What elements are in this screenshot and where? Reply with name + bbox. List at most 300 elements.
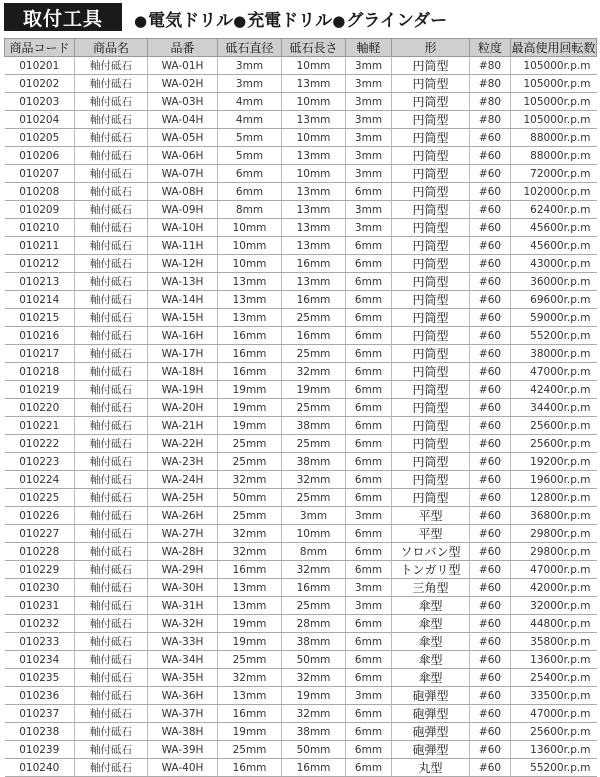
cell-wheel-diameter: 13mm: [218, 687, 282, 705]
cell-max-rpm: 69600r.p.m: [511, 291, 597, 309]
cell-max-rpm: 105000r.p.m: [511, 93, 597, 111]
feature-cordless-drill: 充電ドリル: [247, 11, 333, 31]
cell-wheel-length: 16mm: [282, 579, 346, 597]
cell-wheel-diameter: 16mm: [218, 705, 282, 723]
cell-shaft: 3mm: [346, 687, 392, 705]
cell-shape: 円筒型: [392, 489, 470, 507]
cell-product-name: 軸付砥石: [75, 417, 148, 435]
table-header-row: [5, 39, 597, 57]
cell-product-name: 軸付砥石: [75, 255, 148, 273]
cell-shape: 平型: [392, 507, 470, 525]
cell-product-code: 010226: [5, 507, 75, 525]
cell-max-rpm: 105000r.p.m: [511, 111, 597, 129]
cell-wheel-diameter: 25mm: [218, 651, 282, 669]
cell-grit: #60: [470, 633, 511, 651]
cell-max-rpm: 45600r.p.m: [511, 237, 597, 255]
cell-part-number: WA-22H: [148, 435, 218, 453]
cell-product-name: 軸付砥石: [75, 381, 148, 399]
cell-product-code: 010221: [5, 417, 75, 435]
cell-wheel-diameter: 25mm: [218, 507, 282, 525]
cell-part-number: WA-14H: [148, 291, 218, 309]
cell-product-code: 010236: [5, 687, 75, 705]
cell-product-name: 軸付砥石: [75, 57, 148, 75]
cell-product-code: 010235: [5, 669, 75, 687]
cell-wheel-length: 38mm: [282, 633, 346, 651]
cell-wheel-diameter: 16mm: [218, 759, 282, 777]
cell-wheel-diameter: 25mm: [218, 453, 282, 471]
cell-shape: 円筒型: [392, 237, 470, 255]
cell-shape: 円筒型: [392, 309, 470, 327]
cell-part-number: WA-04H: [148, 111, 218, 129]
cell-shape: 円筒型: [392, 219, 470, 237]
cell-product-code: 010209: [5, 201, 75, 219]
table-row: [5, 651, 597, 669]
cell-product-code: 010220: [5, 399, 75, 417]
cell-grit: #80: [470, 93, 511, 111]
cell-shape: 円筒型: [392, 453, 470, 471]
table-row: [5, 165, 597, 183]
cell-part-number: WA-37H: [148, 705, 218, 723]
cell-product-code: 010232: [5, 615, 75, 633]
cell-grit: #60: [470, 399, 511, 417]
cell-grit: #60: [470, 309, 511, 327]
cell-wheel-diameter: 19mm: [218, 615, 282, 633]
cell-shape: トンガリ型: [392, 561, 470, 579]
cell-shaft: 6mm: [346, 237, 392, 255]
cell-product-name: 軸付砥石: [75, 219, 148, 237]
cell-wheel-diameter: 25mm: [218, 435, 282, 453]
compatible-tools: [134, 6, 447, 31]
cell-wheel-length: 32mm: [282, 669, 346, 687]
cell-product-code: 010240: [5, 759, 75, 777]
cell-wheel-length: 38mm: [282, 417, 346, 435]
cell-shape: 円筒型: [392, 273, 470, 291]
bullet-icon: ●: [233, 12, 247, 30]
cell-part-number: WA-38H: [148, 723, 218, 741]
cell-wheel-diameter: 8mm: [218, 201, 282, 219]
cell-part-number: WA-39H: [148, 741, 218, 759]
cell-wheel-diameter: 50mm: [218, 489, 282, 507]
cell-part-number: WA-09H: [148, 201, 218, 219]
feature-grinder: グラインダー: [346, 11, 448, 31]
cell-shaft: 3mm: [346, 129, 392, 147]
cell-product-code: 010228: [5, 543, 75, 561]
cell-shaft: 6mm: [346, 417, 392, 435]
cell-part-number: WA-25H: [148, 489, 218, 507]
cell-shape: 丸型: [392, 759, 470, 777]
cell-max-rpm: 62400r.p.m: [511, 201, 597, 219]
table-row: [5, 201, 597, 219]
cell-wheel-diameter: 19mm: [218, 417, 282, 435]
cell-grit: #60: [470, 417, 511, 435]
cell-product-name: 軸付砥石: [75, 183, 148, 201]
col-part-number: 品番: [148, 39, 218, 57]
cell-wheel-diameter: 13mm: [218, 273, 282, 291]
table-row: [5, 75, 597, 93]
cell-product-name: 軸付砥石: [75, 165, 148, 183]
cell-part-number: WA-18H: [148, 363, 218, 381]
cell-wheel-diameter: 13mm: [218, 579, 282, 597]
cell-product-name: 軸付砥石: [75, 525, 148, 543]
cell-wheel-length: 32mm: [282, 705, 346, 723]
cell-grit: #60: [470, 237, 511, 255]
cell-wheel-length: 13mm: [282, 147, 346, 165]
cell-grit: #60: [470, 345, 511, 363]
cell-wheel-length: 32mm: [282, 471, 346, 489]
cell-product-code: 010212: [5, 255, 75, 273]
cell-part-number: WA-36H: [148, 687, 218, 705]
cell-grit: #60: [470, 183, 511, 201]
cell-part-number: WA-35H: [148, 669, 218, 687]
cell-max-rpm: 102000r.p.m: [511, 183, 597, 201]
cell-grit: #60: [470, 471, 511, 489]
cell-max-rpm: 29800r.p.m: [511, 543, 597, 561]
cell-wheel-diameter: 13mm: [218, 309, 282, 327]
cell-grit: #80: [470, 57, 511, 75]
cell-product-code: 010219: [5, 381, 75, 399]
cell-grit: #60: [470, 579, 511, 597]
cell-product-code: 010203: [5, 93, 75, 111]
cell-shape: 傘型: [392, 669, 470, 687]
cell-product-code: 010233: [5, 633, 75, 651]
cell-max-rpm: 25400r.p.m: [511, 669, 597, 687]
section-badge: 取付工具: [4, 3, 122, 31]
cell-product-name: 軸付砥石: [75, 129, 148, 147]
cell-shape: 円筒型: [392, 147, 470, 165]
cell-shape: 傘型: [392, 651, 470, 669]
cell-shaft: 3mm: [346, 57, 392, 75]
cell-grit: #60: [470, 255, 511, 273]
col-product-code: 商品コード: [5, 39, 75, 57]
cell-max-rpm: 43000r.p.m: [511, 255, 597, 273]
cell-product-code: 010229: [5, 561, 75, 579]
cell-grit: #60: [470, 201, 511, 219]
cell-part-number: WA-05H: [148, 129, 218, 147]
table-row: [5, 345, 597, 363]
cell-part-number: WA-31H: [148, 597, 218, 615]
cell-part-number: WA-34H: [148, 651, 218, 669]
header: [0, 0, 600, 36]
cell-product-name: 軸付砥石: [75, 237, 148, 255]
table-row: [5, 615, 597, 633]
table-row: [5, 381, 597, 399]
cell-part-number: WA-27H: [148, 525, 218, 543]
cell-product-code: 010202: [5, 75, 75, 93]
cell-wheel-length: 16mm: [282, 291, 346, 309]
table-row: [5, 237, 597, 255]
cell-wheel-length: 38mm: [282, 723, 346, 741]
cell-shape: 円筒型: [392, 435, 470, 453]
cell-shaft: 6mm: [346, 543, 392, 561]
cell-shape: 円筒型: [392, 471, 470, 489]
cell-wheel-diameter: 13mm: [218, 291, 282, 309]
cell-product-name: 軸付砥石: [75, 633, 148, 651]
table-row: [5, 147, 597, 165]
cell-wheel-diameter: 13mm: [218, 597, 282, 615]
table-row: [5, 507, 597, 525]
cell-wheel-diameter: 19mm: [218, 399, 282, 417]
cell-max-rpm: 32000r.p.m: [511, 597, 597, 615]
cell-part-number: WA-17H: [148, 345, 218, 363]
cell-wheel-diameter: 10mm: [218, 255, 282, 273]
cell-product-name: 軸付砥石: [75, 561, 148, 579]
table-row: [5, 183, 597, 201]
cell-shape: 三角型: [392, 579, 470, 597]
cell-max-rpm: 38000r.p.m: [511, 345, 597, 363]
cell-product-name: 軸付砥石: [75, 111, 148, 129]
cell-shaft: 6mm: [346, 345, 392, 363]
cell-shape: 円筒型: [392, 57, 470, 75]
cell-shaft: 6mm: [346, 723, 392, 741]
cell-wheel-length: 13mm: [282, 237, 346, 255]
cell-product-name: 軸付砥石: [75, 687, 148, 705]
cell-product-name: 軸付砥石: [75, 507, 148, 525]
cell-product-code: 010218: [5, 363, 75, 381]
cell-grit: #60: [470, 453, 511, 471]
cell-grit: #60: [470, 507, 511, 525]
cell-product-code: 010234: [5, 651, 75, 669]
cell-grit: #60: [470, 561, 511, 579]
cell-product-name: 軸付砥石: [75, 489, 148, 507]
cell-product-code: 010201: [5, 57, 75, 75]
cell-product-code: 010237: [5, 705, 75, 723]
cell-wheel-length: 10mm: [282, 525, 346, 543]
cell-wheel-diameter: 32mm: [218, 471, 282, 489]
cell-shape: ソロバン型: [392, 543, 470, 561]
cell-part-number: WA-32H: [148, 615, 218, 633]
col-max-rpm: 最高使用回転数: [511, 39, 597, 57]
cell-wheel-length: 13mm: [282, 111, 346, 129]
cell-shaft: 6mm: [346, 633, 392, 651]
cell-grit: #60: [470, 651, 511, 669]
table-body: [5, 57, 597, 777]
cell-shaft: 6mm: [346, 399, 392, 417]
cell-part-number: WA-03H: [148, 93, 218, 111]
cell-product-name: 軸付砥石: [75, 363, 148, 381]
cell-part-number: WA-30H: [148, 579, 218, 597]
cell-wheel-length: 25mm: [282, 345, 346, 363]
cell-shape: 円筒型: [392, 129, 470, 147]
cell-max-rpm: 19200r.p.m: [511, 453, 597, 471]
cell-product-code: 010225: [5, 489, 75, 507]
cell-wheel-length: 10mm: [282, 57, 346, 75]
cell-shaft: 3mm: [346, 597, 392, 615]
cell-grit: #80: [470, 111, 511, 129]
cell-grit: #60: [470, 723, 511, 741]
table-row: [5, 111, 597, 129]
cell-wheel-length: 13mm: [282, 183, 346, 201]
cell-part-number: WA-11H: [148, 237, 218, 255]
cell-shaft: 6mm: [346, 435, 392, 453]
cell-shape: 砲弾型: [392, 687, 470, 705]
cell-shaft: 6mm: [346, 309, 392, 327]
cell-grit: #60: [470, 219, 511, 237]
cell-max-rpm: 25600r.p.m: [511, 435, 597, 453]
cell-wheel-length: 50mm: [282, 741, 346, 759]
cell-wheel-diameter: 19mm: [218, 723, 282, 741]
cell-product-name: 軸付砥石: [75, 651, 148, 669]
cell-part-number: WA-40H: [148, 759, 218, 777]
cell-wheel-diameter: 32mm: [218, 543, 282, 561]
cell-product-name: 軸付砥石: [75, 93, 148, 111]
cell-max-rpm: 59000r.p.m: [511, 309, 597, 327]
cell-part-number: WA-15H: [148, 309, 218, 327]
cell-grit: #60: [470, 705, 511, 723]
cell-wheel-length: 38mm: [282, 453, 346, 471]
cell-product-code: 010206: [5, 147, 75, 165]
cell-wheel-length: 25mm: [282, 399, 346, 417]
table-row: [5, 363, 597, 381]
cell-wheel-length: 8mm: [282, 543, 346, 561]
cell-shaft: 6mm: [346, 741, 392, 759]
cell-product-name: 軸付砥石: [75, 453, 148, 471]
cell-grit: #60: [470, 327, 511, 345]
cell-shaft: 6mm: [346, 705, 392, 723]
cell-shaft: 6mm: [346, 525, 392, 543]
cell-part-number: WA-16H: [148, 327, 218, 345]
cell-shape: 円筒型: [392, 93, 470, 111]
cell-grit: #60: [470, 759, 511, 777]
col-product-name: 商品名: [75, 39, 148, 57]
table-row: [5, 723, 597, 741]
cell-max-rpm: 12800r.p.m: [511, 489, 597, 507]
table-row: [5, 93, 597, 111]
cell-shaft: 6mm: [346, 561, 392, 579]
cell-max-rpm: 47000r.p.m: [511, 561, 597, 579]
cell-product-name: 軸付砥石: [75, 75, 148, 93]
cell-product-name: 軸付砥石: [75, 543, 148, 561]
cell-product-name: 軸付砥石: [75, 723, 148, 741]
cell-max-rpm: 88000r.p.m: [511, 129, 597, 147]
cell-wheel-diameter: 4mm: [218, 93, 282, 111]
cell-shape: 円筒型: [392, 291, 470, 309]
product-table: [4, 38, 597, 777]
cell-part-number: WA-01H: [148, 57, 218, 75]
cell-product-name: 軸付砥石: [75, 309, 148, 327]
cell-max-rpm: 33500r.p.m: [511, 687, 597, 705]
cell-wheel-diameter: 6mm: [218, 183, 282, 201]
table-row: [5, 273, 597, 291]
cell-product-name: 軸付砥石: [75, 201, 148, 219]
cell-part-number: WA-10H: [148, 219, 218, 237]
cell-product-code: 010230: [5, 579, 75, 597]
cell-max-rpm: 36800r.p.m: [511, 507, 597, 525]
cell-product-code: 010213: [5, 273, 75, 291]
cell-product-code: 010211: [5, 237, 75, 255]
table-row: [5, 399, 597, 417]
cell-grit: #60: [470, 687, 511, 705]
cell-product-name: 軸付砥石: [75, 579, 148, 597]
cell-product-code: 010231: [5, 597, 75, 615]
cell-max-rpm: 13600r.p.m: [511, 651, 597, 669]
cell-part-number: WA-21H: [148, 417, 218, 435]
table-row: [5, 543, 597, 561]
col-grit: 粒度: [470, 39, 511, 57]
cell-wheel-diameter: 16mm: [218, 561, 282, 579]
cell-product-code: 010224: [5, 471, 75, 489]
cell-shape: 円筒型: [392, 183, 470, 201]
cell-wheel-length: 25mm: [282, 489, 346, 507]
cell-product-code: 010238: [5, 723, 75, 741]
table-row: [5, 579, 597, 597]
cell-wheel-length: 13mm: [282, 75, 346, 93]
cell-max-rpm: 45600r.p.m: [511, 219, 597, 237]
cell-product-name: 軸付砥石: [75, 399, 148, 417]
cell-grit: #60: [470, 165, 511, 183]
table-row: [5, 129, 597, 147]
cell-grit: #60: [470, 435, 511, 453]
cell-wheel-length: 25mm: [282, 309, 346, 327]
cell-max-rpm: 88000r.p.m: [511, 147, 597, 165]
cell-wheel-diameter: 4mm: [218, 111, 282, 129]
table-row: [5, 453, 597, 471]
cell-shaft: 3mm: [346, 93, 392, 111]
cell-max-rpm: 19600r.p.m: [511, 471, 597, 489]
cell-wheel-length: 13mm: [282, 201, 346, 219]
cell-wheel-length: 19mm: [282, 687, 346, 705]
cell-wheel-length: 32mm: [282, 363, 346, 381]
cell-max-rpm: 25600r.p.m: [511, 723, 597, 741]
cell-max-rpm: 29800r.p.m: [511, 525, 597, 543]
cell-grit: #60: [470, 741, 511, 759]
cell-shape: 円筒型: [392, 255, 470, 273]
cell-wheel-length: 3mm: [282, 507, 346, 525]
cell-shaft: 6mm: [346, 453, 392, 471]
cell-shaft: 6mm: [346, 183, 392, 201]
cell-shape: 傘型: [392, 597, 470, 615]
bullet-icon: ●: [134, 12, 148, 30]
cell-part-number: WA-20H: [148, 399, 218, 417]
cell-shaft: 3mm: [346, 111, 392, 129]
cell-shaft: 6mm: [346, 381, 392, 399]
cell-wheel-diameter: 3mm: [218, 75, 282, 93]
cell-shaft: 3mm: [346, 219, 392, 237]
cell-wheel-length: 16mm: [282, 327, 346, 345]
cell-shaft: 6mm: [346, 651, 392, 669]
table-row: [5, 291, 597, 309]
cell-wheel-length: 25mm: [282, 597, 346, 615]
cell-product-code: 010222: [5, 435, 75, 453]
cell-wheel-diameter: 32mm: [218, 525, 282, 543]
cell-wheel-length: 13mm: [282, 219, 346, 237]
cell-shape: 傘型: [392, 615, 470, 633]
cell-shape: 砲弾型: [392, 723, 470, 741]
cell-product-code: 010204: [5, 111, 75, 129]
cell-grit: #60: [470, 597, 511, 615]
cell-max-rpm: 13600r.p.m: [511, 741, 597, 759]
cell-shape: 円筒型: [392, 165, 470, 183]
cell-product-name: 軸付砥石: [75, 435, 148, 453]
col-shape: 形: [392, 39, 470, 57]
cell-grit: #60: [470, 489, 511, 507]
cell-shape: 円筒型: [392, 399, 470, 417]
cell-shaft: 3mm: [346, 507, 392, 525]
cell-product-code: 010223: [5, 453, 75, 471]
cell-max-rpm: 25600r.p.m: [511, 417, 597, 435]
cell-wheel-diameter: 10mm: [218, 237, 282, 255]
table-row: [5, 759, 597, 777]
cell-part-number: WA-12H: [148, 255, 218, 273]
cell-shape: 砲弾型: [392, 741, 470, 759]
cell-product-name: 軸付砥石: [75, 471, 148, 489]
cell-shape: 円筒型: [392, 201, 470, 219]
table-row: [5, 741, 597, 759]
cell-wheel-diameter: 16mm: [218, 363, 282, 381]
table-row: [5, 327, 597, 345]
cell-product-code: 010227: [5, 525, 75, 543]
table-row: [5, 471, 597, 489]
cell-wheel-diameter: 32mm: [218, 669, 282, 687]
